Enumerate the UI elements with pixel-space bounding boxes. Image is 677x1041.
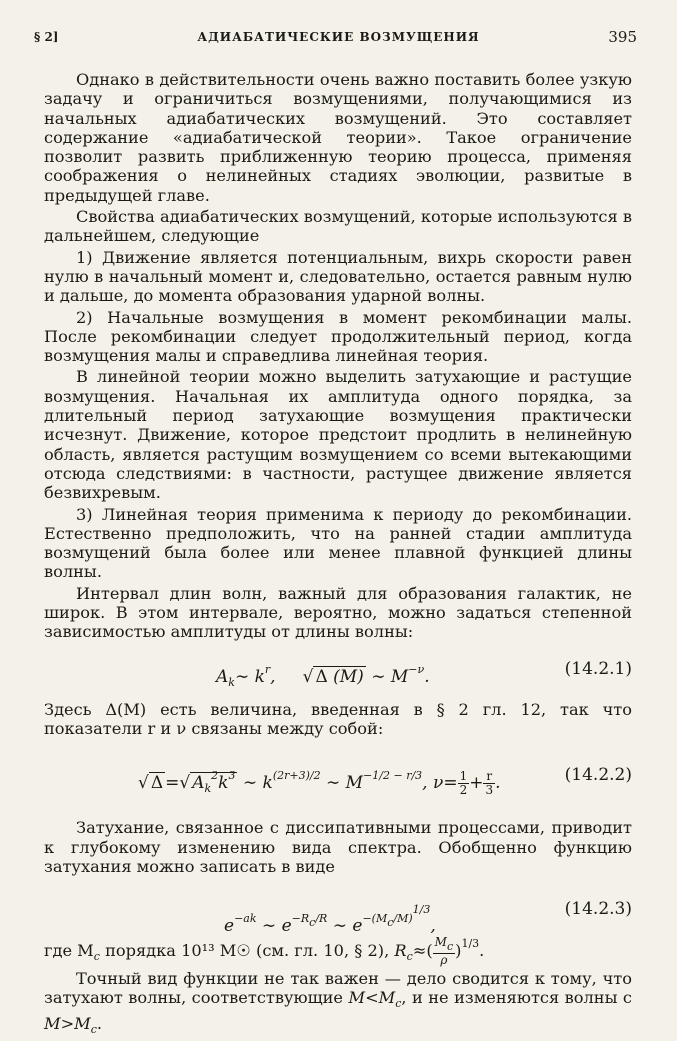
- paragraph-8: Здесь Δ(M) есть величина, введенная в § 2 гл. 12, так что показатели r и ν связаны между собой:: [44, 699, 632, 738]
- paragraph-11-mid: , и не изменяются волны с: [401, 988, 633, 1008]
- section-mark: § 2]: [34, 30, 59, 44]
- equation-2-number: (14.2.2): [564, 765, 632, 786]
- paragraph-1: Однако в действительности очень важно поставить более узкую задачу и ограничиться возмущениями, получающимися из начальных адиабатических возмущений. Это составляет содержание «адиабатической теории». Такое ограничение позволит развить приближенную теорию процесса, применяя соображения о нелинейных стадиях эволюции, развитые в предыдущей главе.: [44, 70, 632, 205]
- equation-2-expression: √ Δ =√ $A_k^2k^3$ ∼ $k^{(2r+3)/2}$ ∼ $M^{-1/2 - r/3}$, ν= $\frac{1}{2}$ + $\frac{r}{3}$ .: [138, 769, 501, 798]
- equation-1-number: (14.2.1): [564, 658, 632, 679]
- paragraph-10: где $M_c$ порядка 10¹³ M☉ (см. гл. 10, § 2), $R_c\approx$( $\frac{Mc}{\rho}$ )$^{1/3}$.: [44, 935, 485, 968]
- equation-14-2-1: [44, 650, 632, 694]
- paragraph-4: 2) Начальные возмущения в момент рекомбинации малы. После рекомбинации следует продолжительный период, когда возмущения малы и справедлива линейная теория.: [44, 307, 632, 366]
- equation-3-expression: $e^{-ak}$ ∼ $e^{-Rc/R}$ ∼ $e^{-(Mc/M)1/3}$,: [224, 903, 436, 937]
- paragraph-10-text: порядка 10¹³ M☉ (см. гл. 10, § 2),: [105, 941, 390, 961]
- paragraph-7: Интервал длин волн, важный для образования галактик, не широк. В этом интервале, вероятно, можно задаться степенной зависимостью амплитуды от длины волны:: [44, 583, 632, 642]
- equation-14-2-3: [44, 890, 632, 937]
- paragraph-6: 3) Линейная теория применима к периоду до рекомбинации. Естественно предположить, что на ранней стадии амплитуда возмущений была более или менее плавной функцией длины волны.: [44, 504, 632, 582]
- paragraph-5: В линейной теории можно выделить затухающие и растущие возмущения. Начальная их амплитуда одного порядка, за длительный период затухающие возмущения практически исчезнут. Движение, которое предстоит продлить в нелинейную область, является растущим возмущением со всеми вытекающими отсюда следствиями: в частности, растущее движение является безвихревым.: [44, 367, 632, 503]
- page-body: [44, 70, 632, 1041]
- paragraph-3: 1) Движение является потенциальным, вихрь скорости равен нулю в начальный момент и, следовательно, остается равным нулю и дальше, до момента образования ударной волны.: [44, 247, 632, 306]
- page-number: 395: [608, 28, 637, 46]
- paragraph-2: Свойства адиабатических возмущений, которые используются в дальнейшем, следующие: [44, 207, 632, 246]
- paragraph-11: Точный вид функции не так важен — дело сводится к тому, что затухают волны, соответствующие $M<M_c$, и не изменяются волны с $M>M_c$.: [44, 969, 633, 1036]
- equation-1-expression: $A_k\sim$ $k^r$, √ Δ (M) ∼ $M^{-\nu}$.: [216, 662, 430, 689]
- paragraph-9: Затухание, связанное с диссипативными процессами, приводит к глубокому изменению вида спектра. Обобщенно функцию затухания можно записать в виде: [44, 818, 632, 876]
- paragraph-10-prefix: где M: [44, 941, 94, 961]
- equation-3-number: (14.2.3): [564, 899, 632, 920]
- equation-14-2-2: [44, 748, 632, 804]
- paragraph-11-prefix: Точный вид функции не так важен — дело сводится к тому, что затухают волны, соответствующие: [44, 969, 632, 1008]
- running-title: АДИАБАТИЧЕСКИЕ ВОЗМУЩЕНИЯ: [197, 30, 480, 44]
